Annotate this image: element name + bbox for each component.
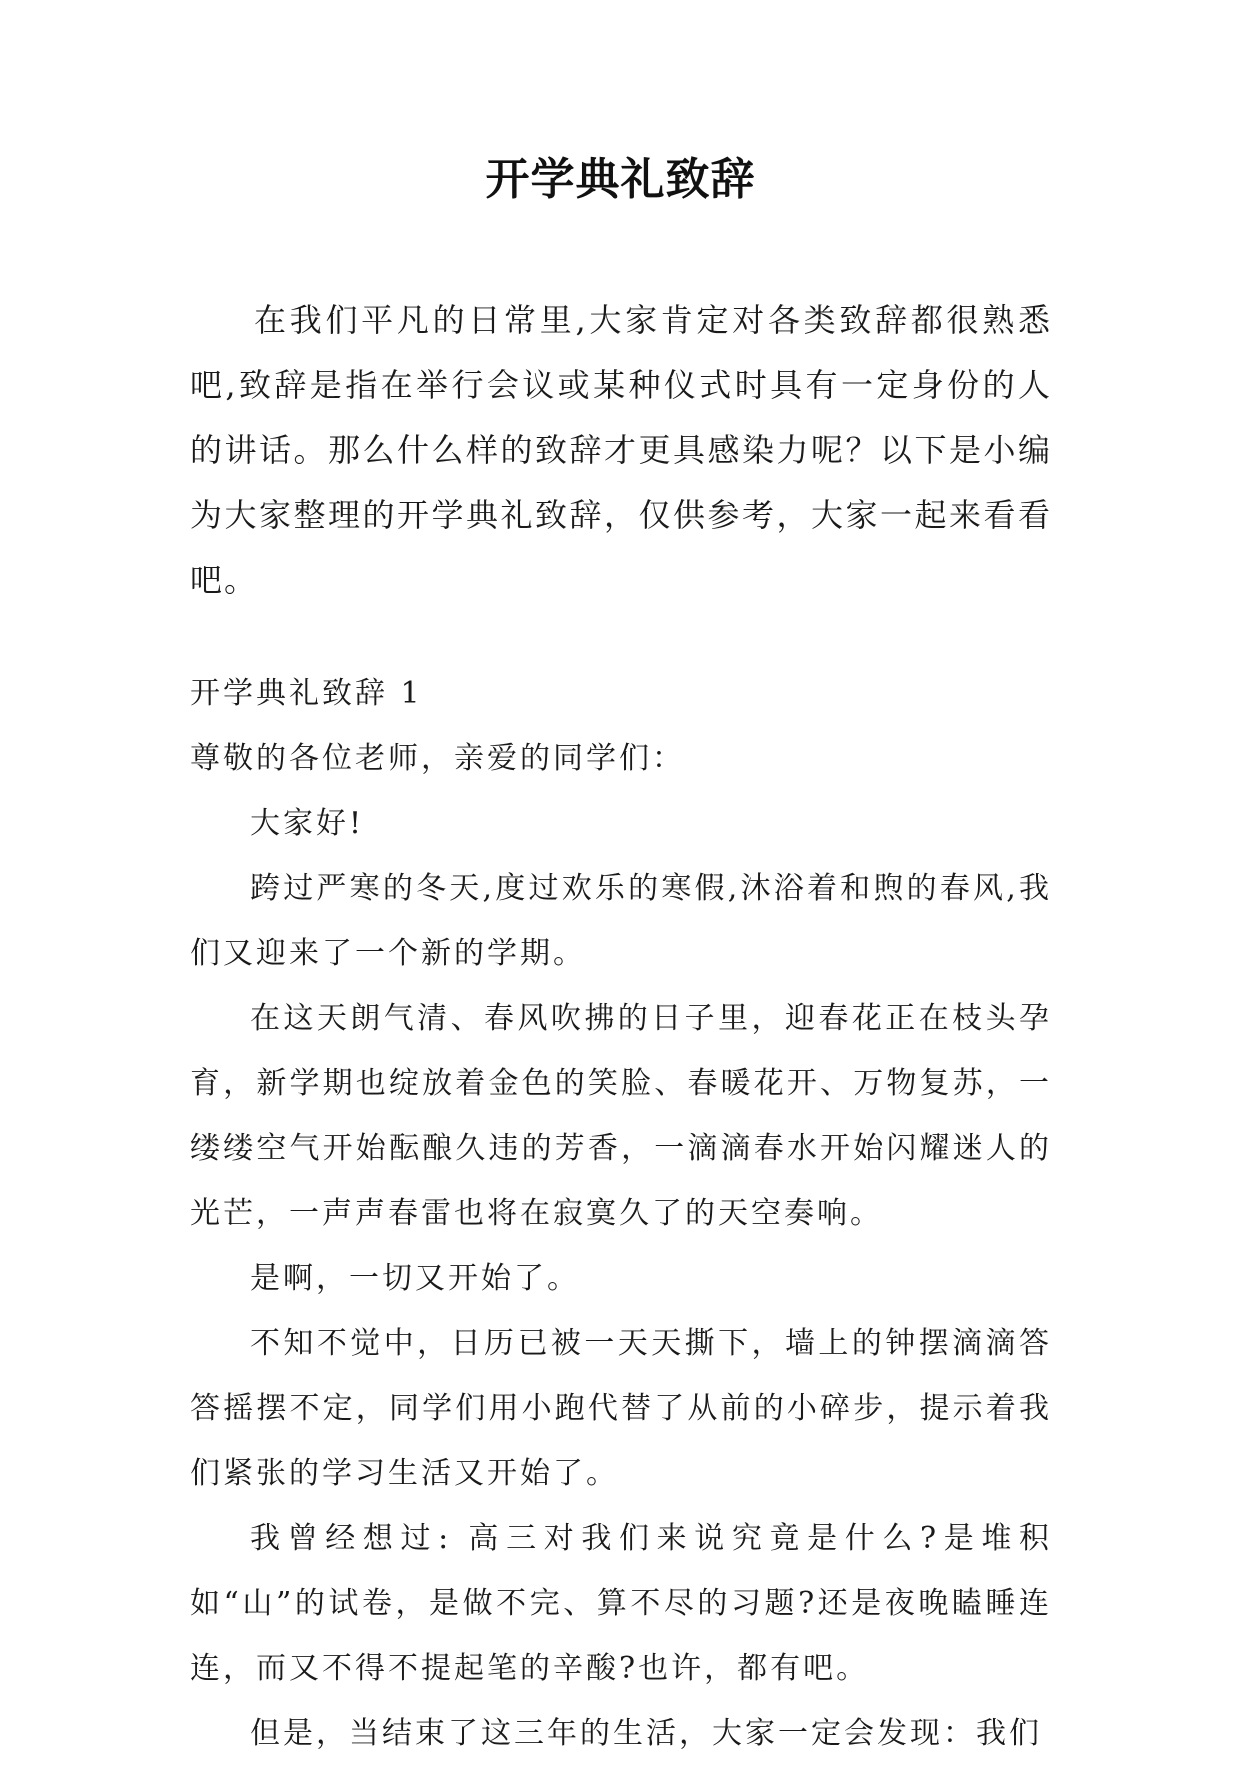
document-content xyxy=(190,288,1052,1766)
paragraph: 跨过严寒的冬天,度过欢乐的寒假,沐浴着和煦的春风,我们又迎来了一个新的学期。 xyxy=(190,871,1052,971)
paragraph: 在这天朗气清、春风吹拂的日子里，迎春花正在枝头孕育，新学期也绽放着金色的笑脸、春暖花开、万物复苏，一缕缕空气开始酝酿久违的芳香，一滴滴春水开始闪耀迷人的光芒，一声声春雷也将在寂寞久了的天空奏响。 xyxy=(190,1001,1052,1231)
paragraph: 大家好! xyxy=(250,806,365,841)
paragraph: 我曾经想过: 高三对我们来说究竟是什么?是堆积如“山”的试卷，是做不完、算不尽的习题?还是夜晚瞌睡连连，而又不得不提起笔的辛酸?也许，都有吧。 xyxy=(190,1521,1052,1686)
speech-section xyxy=(190,661,1052,1766)
paragraph: 不知不觉中，日历已被一天天撕下，墙上的钟摆滴滴答答摇摆不定，同学们用小跑代替了从前的小碎步，提示着我们紧张的学习生活又开始了。 xyxy=(190,1326,1052,1491)
section-spacer xyxy=(190,613,1052,661)
document-title: 开学典礼致辞 xyxy=(485,154,756,205)
paragraph: 是啊，一切又开始了。 xyxy=(250,1261,580,1296)
section-heading: 开学典礼致辞 1 xyxy=(190,676,423,711)
intro-paragraph: 在我们平凡的日常里,大家肯定对各类致辞都很熟悉吧,致辞是指在举行会议或某种仪式时具有一定身份的人的讲话。那么什么样的致辞才更具感染力呢？以下是小编为大家整理的开学典礼致辞，仅供参考，大家一起来看看吧。 xyxy=(190,301,1052,599)
paragraph: 但是，当结束了这三年的生活，大家一定会发现：我们 xyxy=(250,1716,1042,1751)
intro-section xyxy=(190,288,1052,613)
salutation: 尊敬的各位老师，亲爱的同学们： xyxy=(190,741,685,776)
